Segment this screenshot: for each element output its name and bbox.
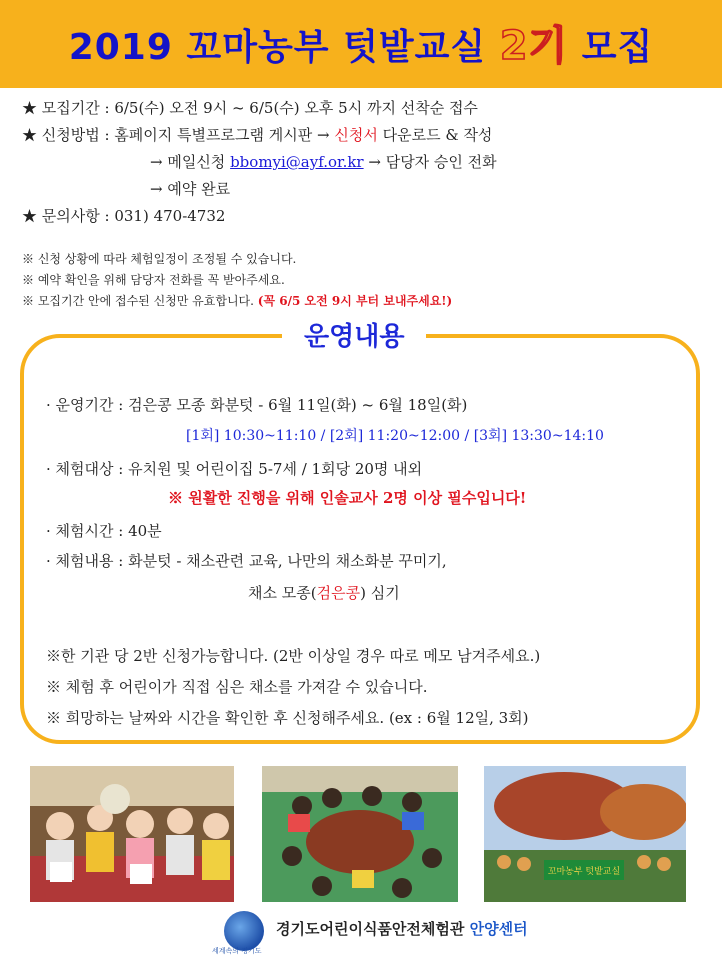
photo-group-outdoor [484, 766, 686, 902]
op-target-note: ※ 원활한 진행을 위해 인솔교사 2명 이상 필수입니다! [168, 489, 527, 507]
op-time: · 체험시간 : 40분 [46, 522, 162, 540]
op-period: · 운영기간 : 검은콩 모종 화분텃 - 6월 11일(화) ~ 6월 18일(화) [46, 396, 468, 414]
op-content: · 체험내용 : 화분텃 - 채소관련 교육, 나만의 채소화분 꾸미기, [46, 552, 447, 570]
op-content-2: 채소 모종(검은콩) 심기 [248, 584, 400, 602]
op-sessions: [1회] 10:30~11:10 / [2회] 11:20~12:00 / [3회] 13:30~14:10 [186, 428, 604, 444]
remark-1: ※한 기관 당 2반 신청가능합니다. (2반 이상일 경우 따로 메모 남겨주세요.) [46, 647, 541, 665]
gyeonggi-logo-icon [224, 911, 264, 951]
footer-org-name: 경기도어린이식품안전체험관 안양센터 [276, 920, 528, 938]
photo-banner-text: 꼬마농부 텃밭교실 [547, 867, 621, 877]
note-3: ※ 모집기간 안에 접수된 신청만 유효합니다. (꼭 6/5 오전 9시 부터 보내주세요!) [22, 294, 453, 308]
logo-caption: 세계속의 경기도 [212, 947, 262, 955]
recruit-period: ★ 모집기간 : 6/5(수) 오전 9시 ~ 6/5(수) 오후 5시 까지 선착순 접수 [22, 99, 478, 117]
note-1: ※ 신청 상황에 따라 체험일정이 조정될 수 있습니다. [22, 252, 297, 266]
op-target: · 체험대상 : 유치원 및 어린이집 5-7세 / 1회당 20명 내외 [46, 460, 423, 478]
apply-email: → 메일신청 bbomyi@ayf.or.kr → 담당자 승인 전화 [150, 153, 497, 171]
photo-planting-circle [262, 766, 458, 902]
remark-3: ※ 희망하는 날짜와 시간을 확인한 후 신청해주세요. (ex : 6월 12일, 3회) [46, 709, 529, 727]
apply-reserve: → 예약 완료 [150, 180, 231, 198]
page-title: 2019 꼬마농부 텃밭교실 2기 모집 [68, 23, 654, 69]
photo-children-pots [30, 766, 234, 902]
email-link[interactable]: bbomyi@ayf.or.kr [230, 153, 364, 171]
apply-method: ★ 신청방법 : 홈페이지 특별프로그램 게시판 → 신청서 다운로드 & 작성 [22, 126, 493, 144]
section-title: 운영내용 [282, 316, 426, 353]
remark-2: ※ 체험 후 어린이가 직접 심은 채소를 가져갈 수 있습니다. [46, 678, 428, 696]
contact-info: ★ 문의사항 : 031) 470-4732 [22, 207, 226, 225]
note-2: ※ 예약 확인을 위해 담당자 전화를 꼭 받아주세요. [22, 273, 285, 287]
